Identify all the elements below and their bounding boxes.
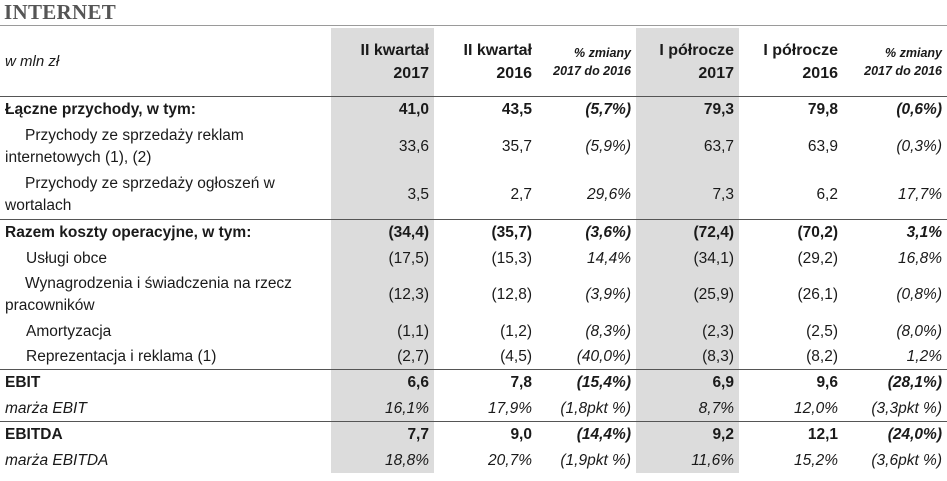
row-label: Reprezentacja i reklama (1): [26, 347, 217, 365]
row-label: Usługi obce: [26, 249, 107, 267]
cell-value: 3,5: [331, 171, 434, 220]
cell-value: 14,4%: [587, 249, 631, 267]
row-label: EBITDA: [0, 422, 331, 449]
row-label: Przychody ze sprzedaży ogłoszeń w wortalach: [5, 175, 275, 214]
table-row: [0, 271, 947, 319]
cell-value: 63,7: [636, 123, 739, 171]
cell-value: 9,0: [434, 422, 537, 449]
cell-value: (4,5): [500, 347, 532, 365]
cell-value: 20,7%: [488, 451, 532, 469]
unit-label: w mln zł: [0, 28, 331, 97]
row-label: Łączne przychody, w tym:: [5, 101, 196, 118]
table-row: [0, 220, 947, 247]
cell-value: 6,9: [636, 370, 739, 397]
cell-value: (72,4): [636, 220, 739, 247]
cell-value: (1,8pkt %): [560, 399, 631, 417]
cell-value: (26,1): [797, 286, 838, 303]
col-header-q2-2016: II kwartał 2016: [434, 28, 537, 97]
row-label: marża EBIT: [5, 399, 87, 417]
cell-value: (12,8): [491, 286, 532, 303]
cell-value: (8,0%): [896, 322, 942, 340]
cell-value: 43,5: [501, 101, 532, 118]
cell-value: 16,8%: [898, 249, 942, 267]
cell-value: (1,2): [500, 322, 532, 340]
financial-table: [0, 28, 947, 473]
cell-value: 18,8%: [331, 448, 434, 473]
cell-value: (8,3): [636, 344, 739, 370]
cell-value: (34,1): [636, 246, 739, 271]
col-header-h1-2017: I półrocze 2017: [636, 28, 739, 97]
cell-value: 15,2%: [794, 451, 838, 469]
cell-value: 9,2: [636, 422, 739, 449]
table-row: [0, 97, 947, 124]
cell-value: (28,1%): [843, 370, 947, 397]
cell-value: (0,3%): [896, 138, 942, 155]
cell-value: 41,0: [331, 97, 434, 124]
cell-value: (29,2): [797, 249, 838, 267]
cell-value: 6,2: [816, 186, 838, 203]
table-row: [0, 422, 947, 449]
table-row: [0, 448, 947, 473]
section-title: INTERNET: [4, 0, 117, 24]
cell-value: (5,7%): [585, 101, 631, 118]
row-label: Wynagrodzenia i świadczenia na rzecz pracowników: [5, 275, 292, 314]
table-row: [0, 246, 947, 271]
row-label: Amortyzacja: [26, 322, 112, 340]
table-row: [0, 319, 947, 344]
cell-value: (24,0%): [843, 422, 947, 449]
cell-value: (3,6%): [537, 220, 636, 247]
cell-value: (2,3): [636, 319, 739, 344]
cell-value: 16,1%: [331, 396, 434, 422]
cell-value: 79,8: [807, 101, 838, 118]
cell-value: (8,3%): [585, 322, 631, 340]
cell-value: (2,5): [806, 322, 838, 340]
col-header-h1-2016: I półrocze 2016: [739, 28, 843, 97]
col-header-q-change: % zmiany 2017 do 2016: [537, 28, 636, 97]
col-header-h1-change: % zmiany 2017 do 2016: [843, 28, 947, 97]
cell-value: (15,3): [491, 249, 532, 267]
cell-value: 7,7: [331, 422, 434, 449]
title-divider: [0, 25, 947, 26]
cell-value: 29,6%: [587, 186, 631, 203]
cell-value: (2,7): [331, 344, 434, 370]
table-row: [0, 370, 947, 397]
row-label: EBIT: [0, 370, 331, 397]
cell-value: (0,8%): [896, 286, 942, 303]
cell-value: 6,6: [331, 370, 434, 397]
cell-value: 3,1%: [843, 220, 947, 247]
cell-value: (40,0%): [576, 347, 631, 365]
cell-value: 12,1: [739, 422, 843, 449]
cell-value: (3,3pkt %): [871, 399, 942, 417]
cell-value: 8,7%: [636, 396, 739, 422]
cell-value: 12,0%: [794, 399, 838, 417]
cell-value: 7,3: [636, 171, 739, 220]
cell-value: 9,6: [739, 370, 843, 397]
cell-value: (3,9%): [585, 286, 631, 303]
cell-value: (3,6pkt %): [871, 451, 942, 469]
cell-value: 35,7: [501, 138, 532, 155]
cell-value: 17,7%: [898, 186, 942, 203]
cell-value: (1,1): [331, 319, 434, 344]
cell-value: (12,3): [331, 271, 434, 319]
cell-value: (34,4): [331, 220, 434, 247]
cell-value: (14,4%): [537, 422, 636, 449]
row-label: marża EBITDA: [5, 451, 109, 469]
cell-value: (25,9): [636, 271, 739, 319]
table-row: [0, 123, 947, 171]
cell-value: 17,9%: [488, 399, 532, 417]
table-row: [0, 396, 947, 422]
cell-value: (8,2): [806, 347, 838, 365]
header-row: [0, 28, 947, 97]
cell-value: (0,6%): [896, 101, 942, 118]
row-label: Przychody ze sprzedaży reklam internetowych (1), (2): [5, 127, 244, 166]
cell-value: (1,9pkt %): [560, 451, 631, 469]
cell-value: 1,2%: [906, 347, 942, 365]
table-row: [0, 344, 947, 370]
row-label: Razem koszty operacyjne, w tym:: [0, 220, 331, 247]
cell-value: (5,9%): [585, 138, 631, 155]
cell-value: 79,3: [636, 97, 739, 124]
cell-value: 2,7: [510, 186, 532, 203]
cell-value: 11,6%: [636, 448, 739, 473]
cell-value: (17,5): [331, 246, 434, 271]
col-header-q2-2017: II kwartał 2017: [331, 28, 434, 97]
cell-value: (35,7): [434, 220, 537, 247]
cell-value: (15,4%): [537, 370, 636, 397]
cell-value: 63,9: [807, 138, 838, 155]
cell-value: 33,6: [331, 123, 434, 171]
table-row: [0, 171, 947, 220]
cell-value: 7,8: [434, 370, 537, 397]
cell-value: (70,2): [739, 220, 843, 247]
